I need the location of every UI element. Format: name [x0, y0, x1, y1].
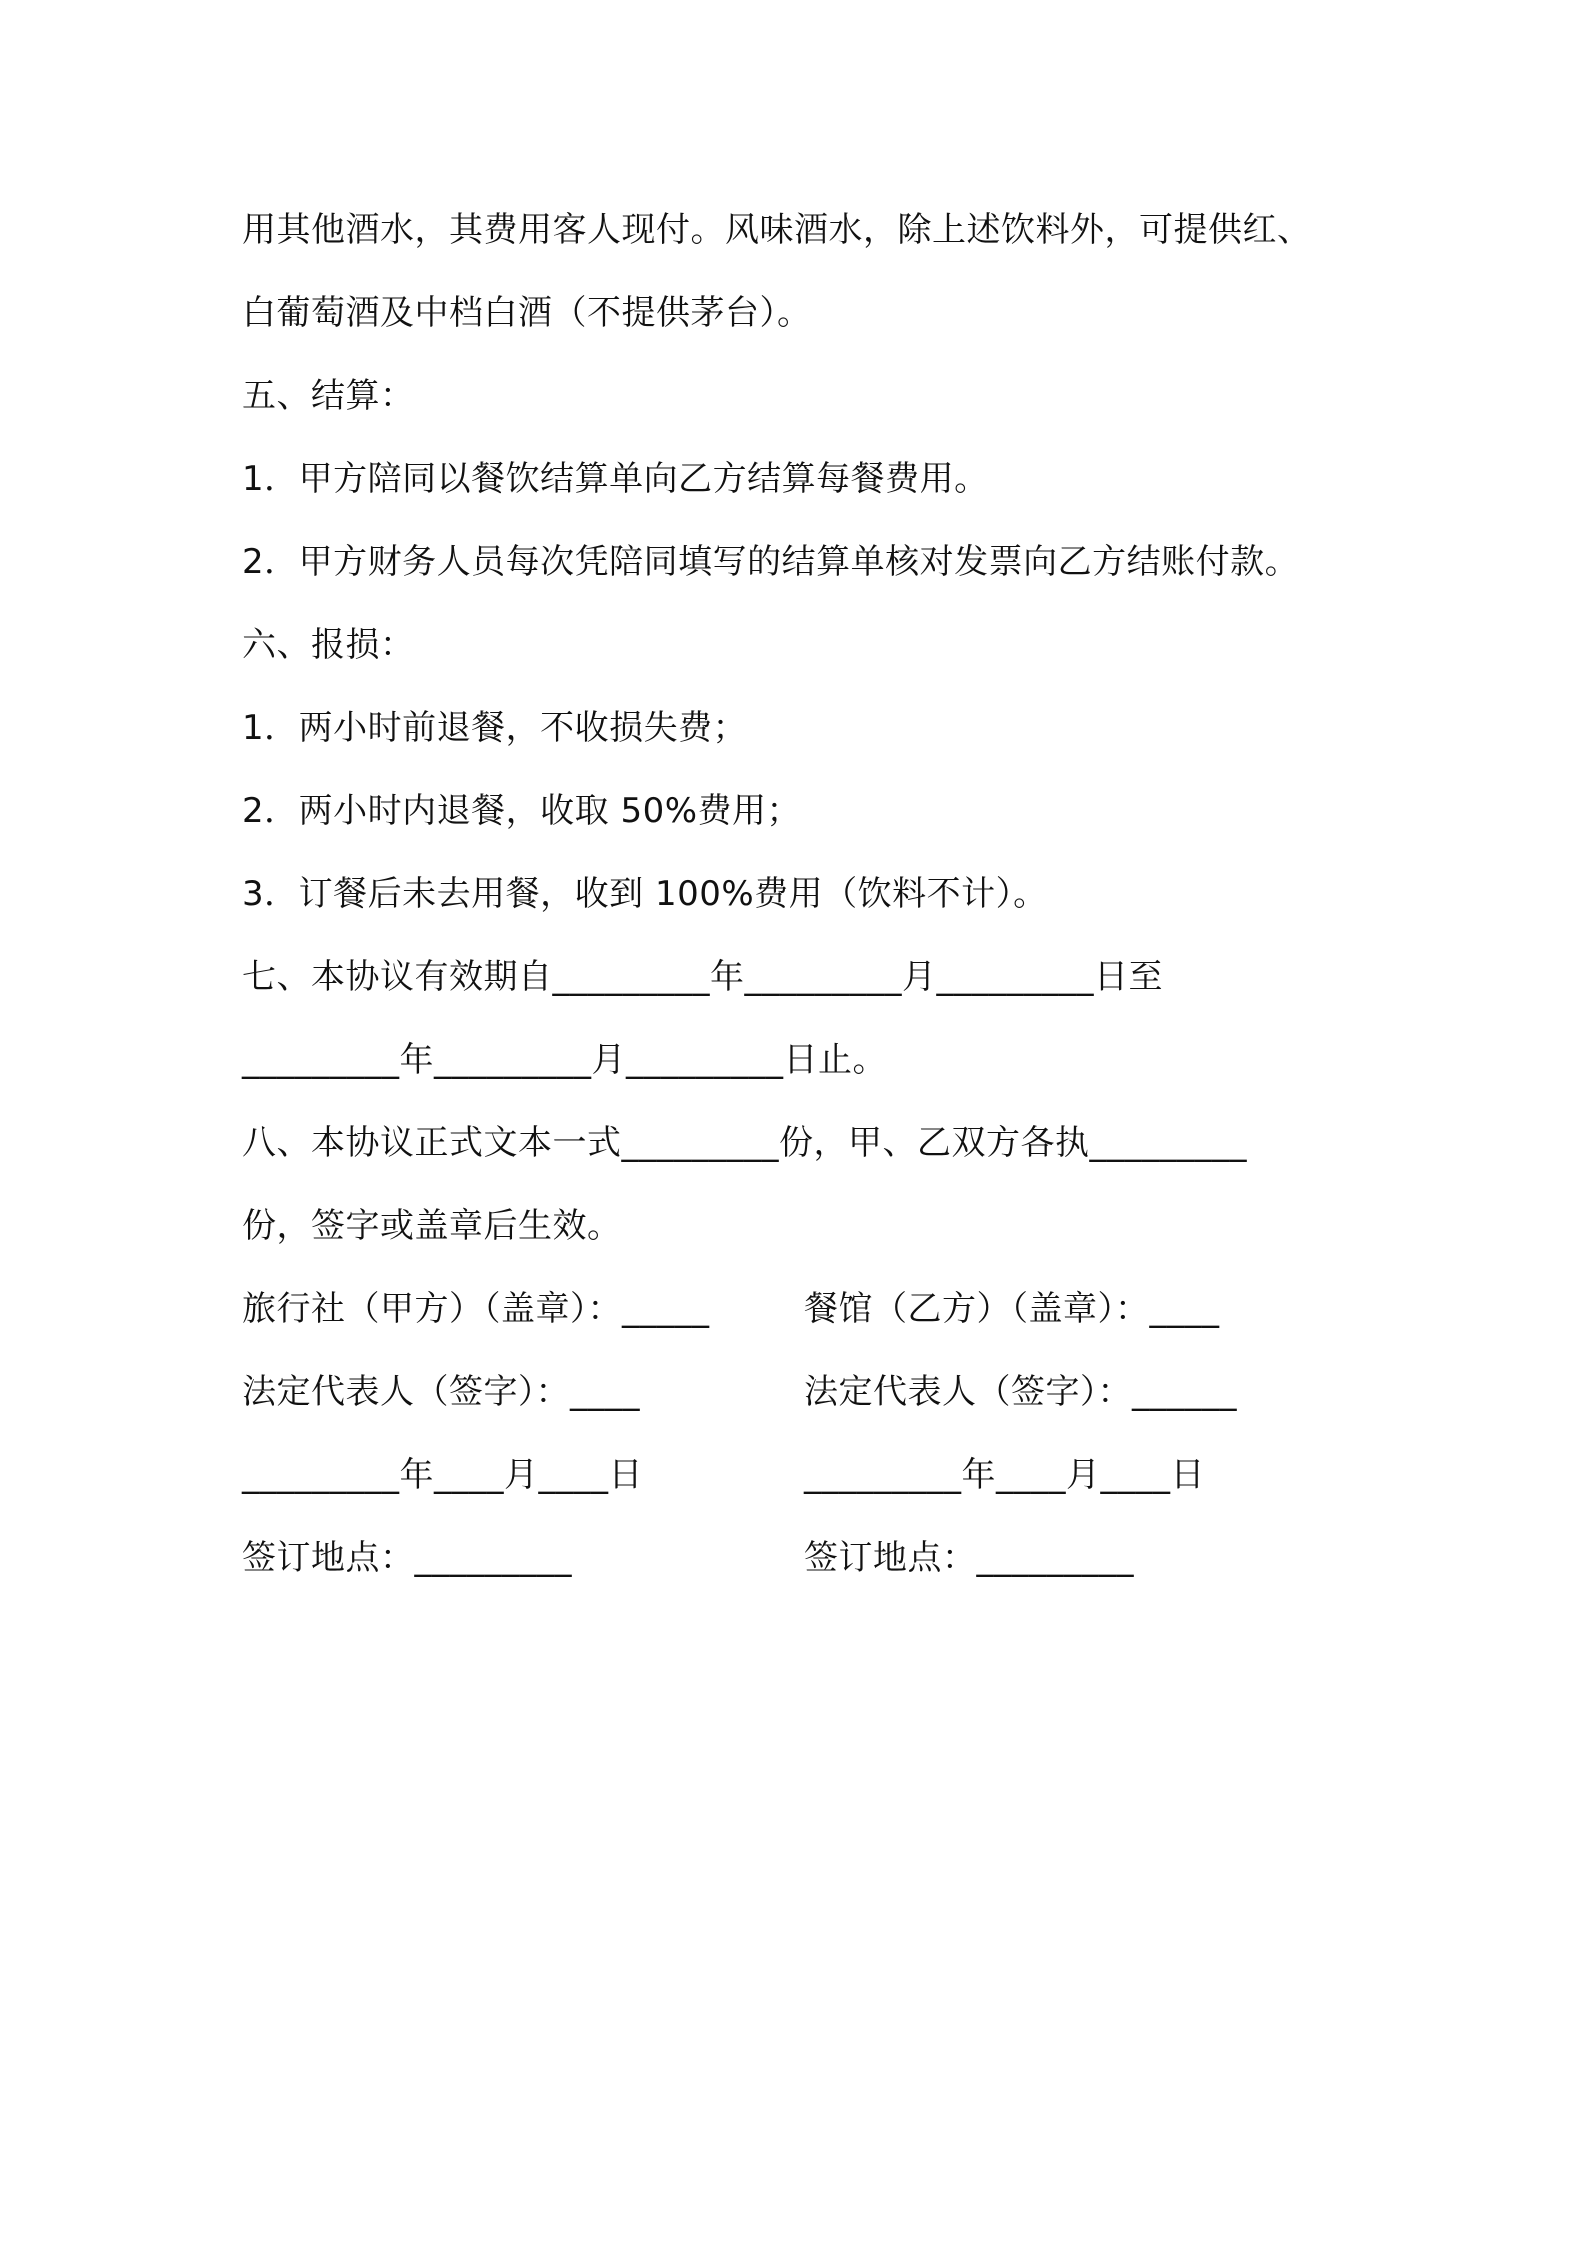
- clause-four-continuation-line-1: 用其他酒水，其费用客人现付。风味酒水，除上述饮料外，可提供红、: [242, 210, 1312, 250]
- cancellation-item-2: 2．两小时内退餐，收取 50%费用；: [242, 791, 802, 831]
- section-heading-cancellation: 六、报损：: [242, 625, 415, 665]
- party-a-seal-field: 旅行社（甲方）（盖章）：_____: [242, 1289, 710, 1329]
- validity-period-line-1: 七、本协议有效期自_________年_________月_________日至: [242, 957, 1163, 997]
- party-b-place-field: 签订地点：_________: [804, 1538, 1134, 1578]
- copies-clause-line-2: 份，签字或盖章后生效。: [242, 1206, 622, 1246]
- section-heading-settlement: 五、结算：: [242, 376, 415, 416]
- settlement-item-1: 1．甲方陪同以餐饮结算单向乙方结算每餐费用。: [242, 459, 989, 499]
- party-b-seal-field: 餐馆（乙方）（盖章）：____: [804, 1289, 1220, 1329]
- copies-clause-line-1: 八、本协议正式文本一式_________份，甲、乙双方各执_________: [242, 1123, 1247, 1163]
- party-a-place-field: 签订地点：_________: [242, 1538, 572, 1578]
- cancellation-item-1: 1．两小时前退餐，不收损失费；: [242, 708, 748, 748]
- validity-period-line-2: _________年_________月_________日止。: [242, 1040, 887, 1080]
- cancellation-item-3: 3．订餐后未去用餐，收到 100%费用（饮料不计）。: [242, 874, 1048, 914]
- party-a-date-field: _________年____月____日: [242, 1455, 643, 1495]
- clause-four-continuation-line-2: 白葡萄酒及中档白酒（不提供茅台）。: [242, 293, 812, 333]
- party-b-date-field: _________年____月____日: [804, 1455, 1205, 1495]
- party-b-representative-field: 法定代表人（签字）：______: [804, 1372, 1237, 1412]
- settlement-item-2: 2．甲方财务人员每次凭陪同填写的结算单核对发票向乙方结账付款。: [242, 542, 1300, 582]
- party-a-representative-field: 法定代表人（签字）：____: [242, 1372, 640, 1412]
